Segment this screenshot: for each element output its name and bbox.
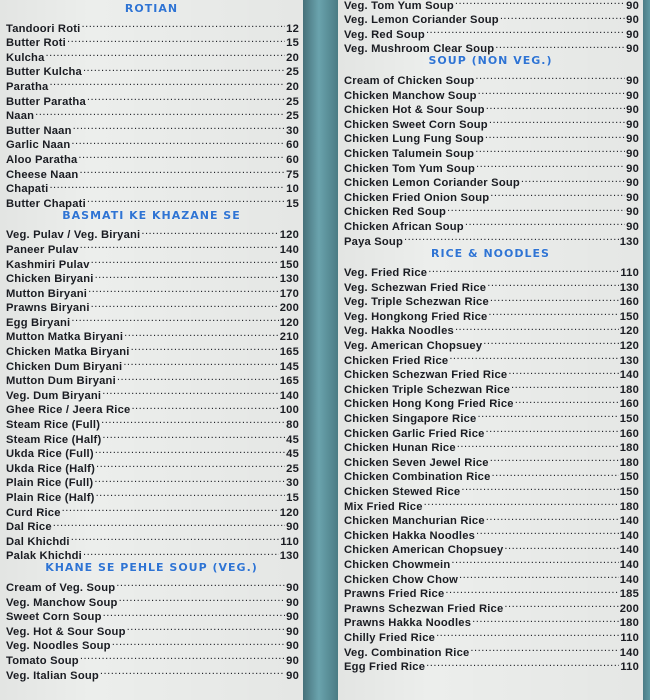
menu-item-price: 140 [619, 646, 639, 659]
dot-leader [112, 635, 285, 650]
menu-item-price: 12 [286, 22, 299, 35]
menu-item-price: 180 [619, 500, 639, 513]
menu-item-name: Chicken Combination Rice [344, 471, 491, 484]
menu-item-name: Mutton Matka Biryani [6, 331, 124, 344]
menu-item-price: 210 [279, 331, 299, 344]
menu-item-name: Chicken Dum Biryani [6, 360, 123, 373]
dot-leader [83, 61, 285, 76]
menu-item-name: Veg. Hot & Sour Soup [6, 625, 126, 638]
menu-item [0, 17, 303, 35]
dot-leader [515, 393, 619, 408]
dot-leader [102, 428, 285, 443]
dot-leader [428, 262, 619, 277]
dot-leader [94, 472, 285, 487]
dot-leader [451, 553, 618, 568]
dot-leader [486, 99, 625, 114]
menu-item-price: 130 [279, 550, 299, 563]
dot-leader [116, 576, 285, 591]
menu-item-name: Chicken Triple Schezwan Rice [344, 383, 511, 396]
dot-leader [131, 340, 279, 355]
menu-item-price: 150 [619, 486, 639, 498]
dot-leader [62, 501, 279, 516]
menu-item-name: Veg. Italian Soup [6, 669, 99, 682]
menu-item-name: Chicken American Chopsuey [344, 544, 504, 557]
menu-item-price: 140 [619, 573, 639, 586]
menu-item-name: Chicken Chowmein [344, 558, 451, 571]
menu-fold-shadow [303, 0, 338, 700]
menu-item-name: Steam Rice (Half) [6, 433, 102, 446]
dot-leader [457, 437, 619, 452]
dot-leader [455, 0, 625, 9]
menu-item-price: 140 [619, 369, 639, 382]
menu-item-name: Chapati [6, 183, 49, 196]
menu-item-name: Chicken Lung Fung Soup [344, 133, 484, 146]
menu-item-price: 160 [619, 427, 639, 440]
menu-item-price: 130 [619, 354, 639, 367]
menu-item-name: Ghee Rice / Jeera Rice [6, 404, 131, 417]
section-heading-soup-non-veg: SOUP (NON VEG.) [428, 54, 553, 68]
dot-leader [424, 495, 619, 510]
menu-item [0, 46, 303, 64]
dot-leader [141, 224, 278, 239]
dot-leader [504, 597, 618, 612]
menu-item-price: 90 [626, 89, 639, 102]
menu-item-name: Veg. Mushroom Clear Soup [344, 43, 495, 56]
menu-item-price: 90 [626, 133, 639, 146]
dot-leader [404, 230, 619, 245]
dot-leader [103, 606, 286, 621]
dot-leader [81, 17, 285, 32]
menu-item-name: Chicken Chow Chow [344, 573, 459, 586]
menu-item-price: 15 [286, 37, 299, 50]
menu-item-name: Chicken Hunan Rice [344, 442, 456, 455]
menu-item-name: Dal Rice [6, 521, 52, 534]
dot-leader [102, 384, 279, 399]
dot-leader [459, 568, 619, 583]
dot-leader [495, 38, 625, 53]
menu-item-price: 30 [286, 124, 299, 137]
menu-item-name: Plain Rice (Half) [6, 492, 95, 504]
menu-item-name: Prawns Schezwan Fried Rice [344, 602, 504, 615]
menu-item-name: Veg. Triple Schezwan Rice [344, 296, 489, 309]
menu-item-price: 25 [286, 95, 299, 108]
dot-leader [79, 163, 285, 178]
menu-item [0, 119, 303, 137]
menu-item-price: 145 [279, 360, 299, 373]
dot-leader [449, 349, 618, 364]
menu-item [0, 576, 303, 594]
menu-item-name: Veg. Manchow Soup [6, 596, 118, 609]
menu-item-price: 90 [626, 104, 639, 117]
menu-item-name: Tandoori Roti [6, 22, 81, 35]
menu-item-price: 90 [626, 177, 639, 190]
menu-item-name: Chicken Hot & Sour Soup [344, 104, 485, 117]
menu-item-price: 90 [626, 14, 639, 27]
dot-leader [487, 276, 619, 291]
menu-item-price: 10 [286, 183, 299, 196]
menu-item-price: 90 [626, 0, 639, 12]
menu-item-name: Cheese Naan [6, 168, 79, 181]
menu-item-name: Palak Khichdi [6, 550, 82, 563]
menu-item-name: Mix Fried Rice [344, 500, 423, 513]
menu-item-price: 90 [626, 43, 639, 56]
dot-leader [485, 128, 625, 143]
dot-leader [475, 142, 625, 157]
menu-item-price: 140 [619, 515, 639, 528]
menu-item-name: Veg. Pulav / Veg. Biryani [6, 229, 141, 242]
dot-leader [95, 443, 285, 458]
dot-leader [67, 32, 285, 47]
dot-leader [476, 157, 625, 172]
dot-leader [472, 612, 619, 627]
menu-item-price: 180 [619, 442, 639, 455]
menu-item-price: 90 [626, 220, 639, 233]
menu-item-price: 25 [286, 110, 299, 123]
dot-leader [96, 457, 285, 472]
menu-item-name: Kulcha [6, 51, 45, 64]
menu-item-price: 15 [286, 492, 299, 504]
dot-leader [426, 23, 625, 38]
dot-leader [78, 148, 285, 163]
menu-item-price: 20 [286, 51, 299, 64]
menu-item [0, 105, 303, 123]
menu-item-name: Cream of Chicken Soup [344, 74, 475, 87]
dot-leader [91, 297, 279, 312]
dot-leader [490, 451, 619, 466]
menu-item-name: Kashmiri Pulav [6, 258, 90, 271]
menu-item-price: 90 [286, 654, 299, 667]
menu-item-name: Veg. Fried Rice [344, 267, 428, 280]
menu-item-name: Ukda Rice (Full) [6, 448, 94, 461]
menu-item-price: 150 [619, 413, 639, 426]
menu-item-price: 120 [279, 506, 299, 519]
dot-leader [87, 90, 285, 105]
dot-leader [117, 370, 279, 385]
menu-item-price: 165 [279, 375, 299, 388]
menu-item-price: 90 [286, 611, 299, 624]
menu-item-price: 140 [279, 389, 299, 402]
section-heading-khane-se-pehle-soup-veg: KHANE SE PEHLE SOUP (VEG.) [45, 561, 258, 575]
dot-leader [71, 311, 278, 326]
dot-leader [486, 510, 619, 525]
dot-leader [500, 9, 625, 24]
menu-item-name: Dal Khichdi [6, 535, 70, 548]
dot-leader [492, 466, 619, 481]
menu-item-name: Plain Rice (Full) [6, 477, 94, 490]
dot-leader [504, 539, 618, 554]
menu-item-name: Aloo Paratha [6, 153, 78, 166]
menu-item-price: 100 [279, 404, 299, 417]
menu-item-name: Chicken Lemon Coriander Soup [344, 177, 520, 190]
dot-leader [488, 305, 618, 320]
menu-item-price: 25 [286, 66, 299, 79]
menu-item-price: 90 [626, 74, 639, 87]
menu-item-price: 160 [619, 296, 639, 309]
menu-item-price: 90 [626, 162, 639, 175]
menu-item-price: 90 [286, 669, 299, 682]
menu-item-name: Veg. Tom Yum Soup [344, 0, 454, 12]
menu-item-name: Veg. American Chopsuey [344, 340, 483, 353]
menu-item-name: Veg. Hakka Noodles [344, 325, 454, 338]
menu-item-name: Chicken Seven Jewel Rice [344, 456, 489, 469]
dot-leader [46, 46, 286, 61]
menu-item-price: 140 [619, 529, 639, 542]
menu-item-name: Chicken Manchurian Rice [344, 515, 485, 528]
dot-leader [127, 620, 286, 635]
menu-item-name: Prawns Biryani [6, 302, 90, 315]
dot-leader [88, 282, 279, 297]
menu-item-price: 110 [620, 267, 639, 280]
menu-item-name: Butter Naan [6, 124, 72, 137]
menu-item-name: Garlic Naan [6, 139, 71, 152]
menu-item-name: Chicken Fried Onion Soup [344, 191, 490, 204]
menu-item-price: 200 [619, 602, 639, 615]
menu-item-price: 140 [279, 243, 299, 256]
menu-item-price: 130 [619, 235, 639, 248]
menu-item-price: 110 [280, 535, 299, 548]
menu-item-price: 120 [279, 229, 299, 242]
menu-item-name: Naan [6, 110, 35, 123]
dot-leader [447, 201, 625, 216]
menu-item-name: Veg. Red Soup [344, 28, 425, 41]
menu-item-name: Veg. Noodles Soup [6, 640, 111, 653]
menu-item-name: Butter Kulcha [6, 66, 82, 79]
menu-item-price: 180 [619, 383, 639, 396]
menu-item-name: Chicken African Soup [344, 220, 464, 233]
menu-item-name: Chicken Biryani [6, 273, 94, 286]
dot-leader [71, 134, 285, 149]
menu-item-price: 90 [626, 118, 639, 131]
menu-item-price: 80 [286, 419, 299, 432]
menu-item-price: 130 [619, 281, 639, 294]
dot-leader [87, 192, 285, 207]
dot-leader [131, 399, 278, 414]
menu-item-name: Curd Rice [6, 506, 61, 519]
menu-item-price: 90 [626, 206, 639, 219]
section-heading-rotian: ROTIAN [124, 2, 179, 15]
menu-item-price: 150 [619, 471, 639, 484]
menu-item-price: 165 [279, 346, 299, 359]
dot-leader [445, 583, 618, 598]
menu-item-name: Tomato Soup [6, 654, 79, 667]
dot-leader [461, 480, 618, 495]
dot-leader [476, 524, 619, 539]
menu-item-price: 45 [286, 433, 299, 446]
menu-item-name: Veg. Dum Biryani [6, 389, 102, 402]
menu-item-name: Paratha [6, 80, 49, 93]
menu-item-price: 90 [626, 191, 639, 204]
dot-leader [71, 530, 280, 545]
dot-leader [486, 422, 619, 437]
menu-item-name: Chicken Stewed Rice [344, 486, 461, 498]
menu-item-name: Chicken Garlic Fried Rice [344, 427, 485, 440]
menu-item-price: 30 [286, 477, 299, 490]
menu-item-name: Chicken Fried Rice [344, 354, 449, 367]
dot-leader [124, 326, 279, 341]
menu-item-price: 185 [619, 588, 639, 601]
menu-item-name: Mutton Biryani [6, 287, 88, 300]
menu-item-name: Paneer Pulav [6, 243, 79, 256]
menu-item-price: 25 [286, 462, 299, 475]
menu-item-name: Butter Paratha [6, 95, 86, 108]
menu-item-price: 200 [279, 302, 299, 315]
menu-item-price: 160 [619, 398, 639, 411]
menu-item-price: 90 [626, 28, 639, 41]
menu-item-price: 60 [286, 139, 299, 152]
dot-leader [477, 407, 618, 422]
dot-leader [470, 641, 618, 656]
menu-item-name: Sweet Corn Soup [6, 611, 102, 624]
menu-item-price: 90 [286, 596, 299, 609]
menu-item-name: Chicken Matka Biryani [6, 346, 130, 359]
menu-item-price: 150 [279, 258, 299, 271]
menu-item-price: 130 [279, 273, 299, 286]
menu-item-name: Mutton Dum Biryani [6, 375, 116, 388]
menu-item-price: 140 [619, 544, 639, 557]
dot-leader [511, 378, 619, 393]
dot-leader [80, 649, 285, 664]
menu-item-name: Chilly Fried Rice [344, 631, 436, 644]
menu-item-price: 180 [619, 617, 639, 630]
menu-item-name: Veg. Lemon Coriander Soup [344, 14, 499, 27]
menu-item-name: Chicken Schezwan Fried Rice [344, 369, 508, 382]
dot-leader [490, 291, 619, 306]
menu-item-name: Chicken Hakka Noodles [344, 529, 476, 542]
menu-item-price: 110 [620, 631, 639, 644]
menu-item-name: Prawns Fried Rice [344, 588, 445, 601]
menu-item-name: Chicken Tom Yum Soup [344, 162, 476, 175]
menu-item-price: 150 [619, 310, 639, 323]
menu-item-price: 170 [279, 287, 299, 300]
menu-item-price: 90 [286, 521, 299, 534]
menu-item-price: 120 [619, 340, 639, 353]
menu-item-name: Chicken Talumein Soup [344, 147, 475, 160]
menu-item-name: Butter Roti [6, 37, 66, 50]
dot-leader [83, 545, 279, 560]
menu-left-column [0, 0, 303, 700]
menu-item-price: 15 [286, 197, 299, 210]
section-heading-basmati-ke-khazane-se: BASMATI KE KHAZANE SE [62, 208, 241, 222]
dot-leader [475, 69, 625, 84]
menu-edge-shadow [643, 0, 650, 700]
menu-item-name: Veg. Combination Rice [344, 646, 470, 659]
menu-item-name: Chicken Red Soup [344, 206, 447, 219]
dot-leader [426, 656, 619, 671]
dot-leader [91, 253, 279, 268]
menu-item-price: 90 [286, 640, 299, 653]
menu-item-name: Egg Fried Rice [344, 661, 426, 674]
menu-item-price: 90 [626, 147, 639, 160]
menu-item [338, 69, 643, 87]
dot-leader [123, 355, 278, 370]
dot-leader [80, 238, 279, 253]
menu-item-price: 120 [619, 325, 639, 338]
menu-item-name: Egg Biryani [6, 316, 71, 329]
menu-item-name: Chicken Manchow Soup [344, 89, 477, 102]
menu-item-price: 60 [286, 153, 299, 166]
menu-item-name: Veg. Hongkong Fried Rice [344, 310, 488, 323]
dot-leader [96, 486, 286, 501]
menu-item-name: Steam Rice (Full) [6, 419, 101, 432]
menu-item-price: 90 [286, 581, 299, 594]
menu-item [0, 61, 303, 79]
menu-item-name: Cream of Veg. Soup [6, 581, 116, 594]
dot-leader [101, 413, 285, 428]
dot-leader [35, 105, 285, 120]
menu-item-name: Butter Chapati [6, 197, 86, 210]
menu-item-price: 75 [286, 168, 299, 181]
menu-item-name: Chicken Singapore Rice [344, 413, 477, 426]
dot-leader [49, 178, 285, 193]
dot-leader [49, 75, 285, 90]
dot-leader [489, 113, 625, 128]
menu-item-price: 45 [286, 448, 299, 461]
menu-item-price: 180 [619, 456, 639, 469]
menu-item-name: Prawns Hakka Noodles [344, 617, 472, 630]
dot-leader [455, 320, 619, 335]
menu-item [338, 262, 643, 280]
dot-leader [73, 119, 286, 134]
menu-item-name: Ukda Rice (Half) [6, 462, 95, 475]
menu-item-price: 20 [286, 80, 299, 93]
dot-leader [119, 591, 286, 606]
dot-leader [53, 516, 285, 531]
dot-leader [508, 364, 618, 379]
menu-right-column [338, 0, 643, 700]
menu-item-price: 110 [620, 661, 639, 674]
menu-item-name: Chicken Sweet Corn Soup [344, 118, 488, 131]
menu-item-name: Chicken Hong Kong Fried Rice [344, 398, 514, 411]
menu-item-name: Paya Soup [344, 235, 403, 248]
menu-item [0, 224, 303, 242]
dot-leader [100, 664, 285, 679]
dot-leader [436, 626, 619, 641]
menu-item-price: 90 [286, 625, 299, 638]
menu-item [338, 0, 643, 12]
dot-leader [521, 172, 625, 187]
section-heading-rice-noodles: RICE & NOODLES [431, 246, 550, 260]
menu-item-name: Veg. Schezwan Fried Rice [344, 281, 487, 294]
dot-leader [478, 84, 625, 99]
dot-leader [465, 215, 625, 230]
dot-leader [483, 334, 618, 349]
dot-leader [490, 186, 625, 201]
menu-item-price: 120 [279, 316, 299, 329]
dot-leader [95, 268, 279, 283]
menu-item-price: 140 [619, 558, 639, 571]
